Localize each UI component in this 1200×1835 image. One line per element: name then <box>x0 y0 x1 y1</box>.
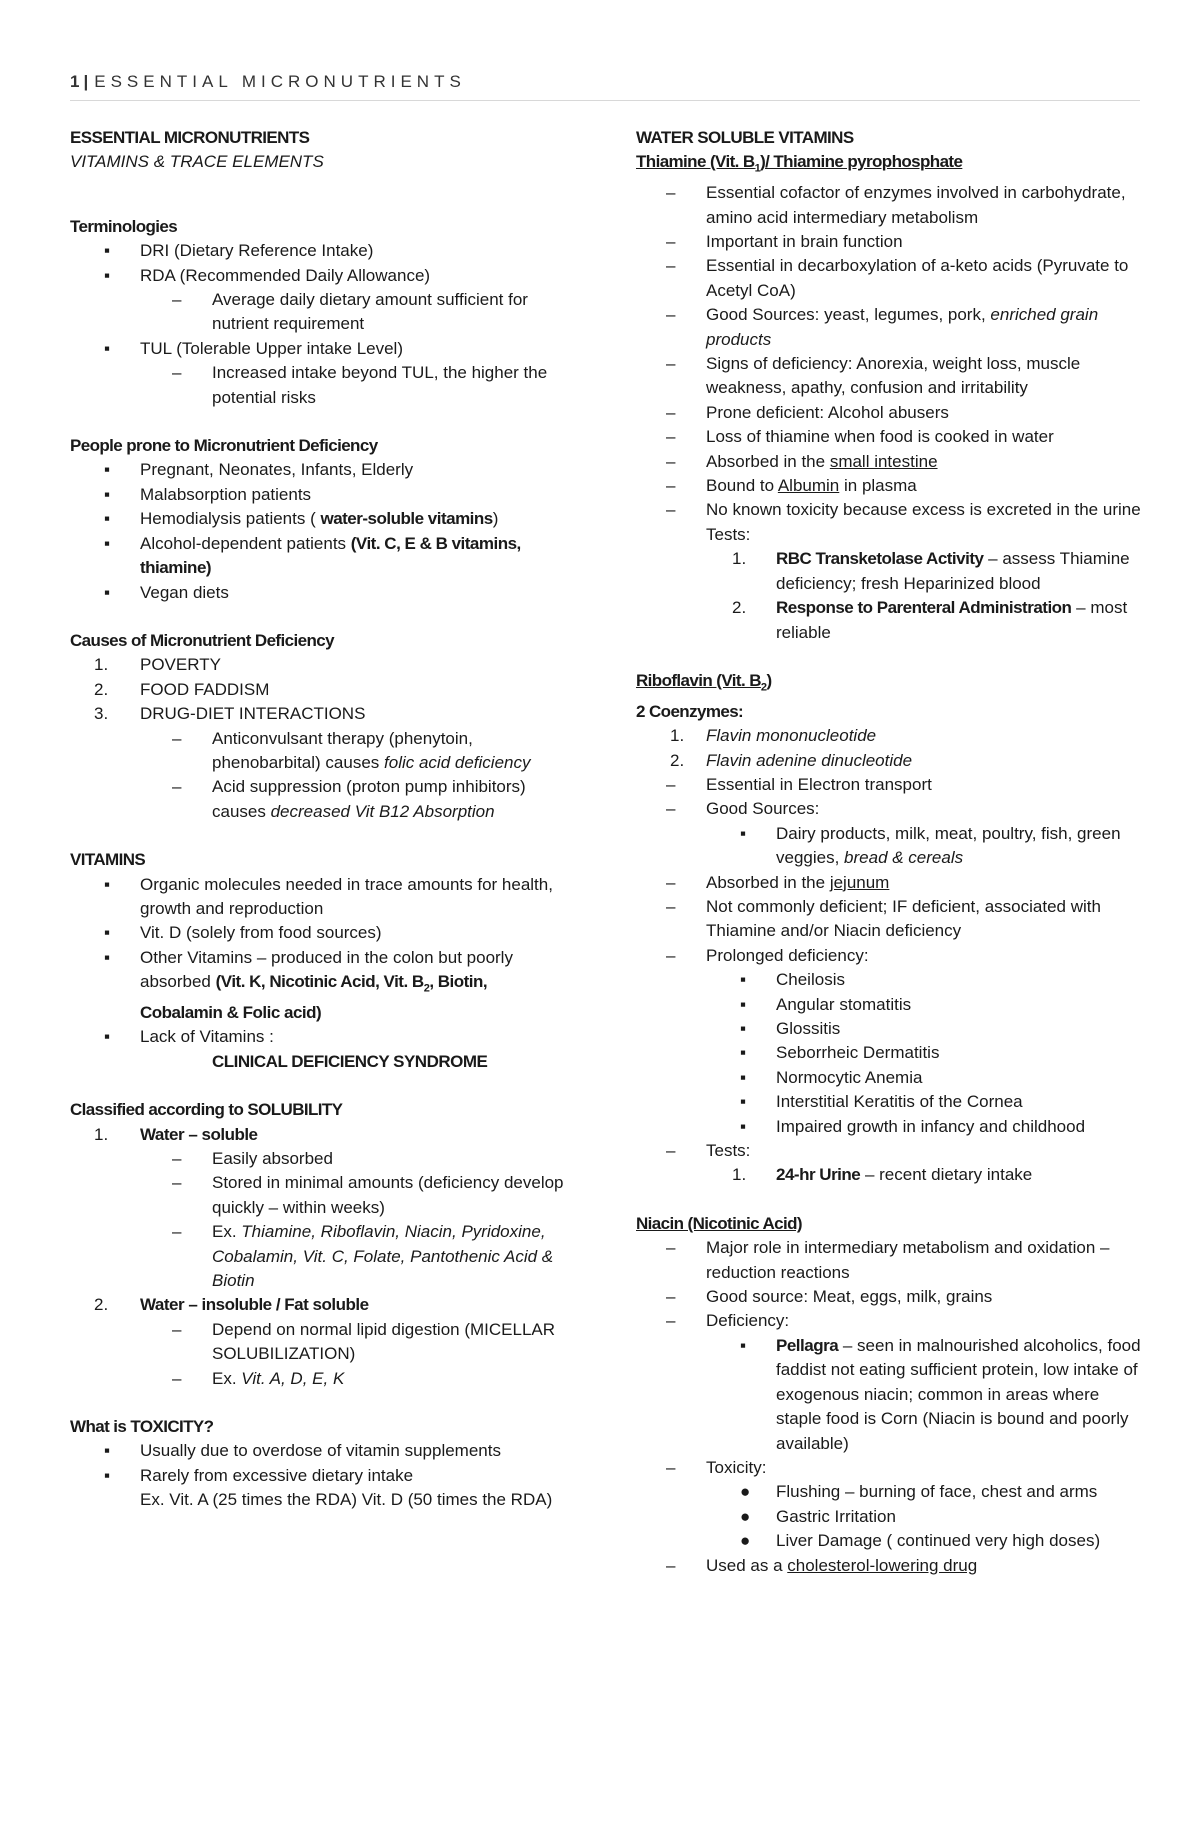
thiamine-heading: Thiamine (Vit. $B_1)/$ Thiamine pyrophosphate <box>636 152 963 175</box>
list-item: – Deficiency: <box>666 1311 790 1331</box>
list-item: – Good source: Meat, eggs, milk, grains <box>666 1287 993 1307</box>
list-item: – Ex. Thiamine, Riboflavin, Niacin, Pyridoxine, Cobalamin, Vit. C, Folate, Pantothenic Acid & Biotin <box>172 1222 554 1291</box>
list-item: ▪ Vegan diets <box>104 582 229 602</box>
list-item: – Increased intake beyond TUL, the higher the potential risks <box>172 363 548 407</box>
list-item: – Used as a cholesterol-lowering drug <box>666 1555 978 1575</box>
list-item: ▪ Normocytic Anemia <box>740 1067 923 1087</box>
list-item: ▪ Cheilosis <box>740 970 845 990</box>
list-item: – Average daily dietary amount sufficient for nutrient requirement <box>172 290 528 334</box>
water-soluble-title: WATER SOLUBLE VITAMINS <box>636 128 854 147</box>
list-item: – Not commonly deficient; IF deficient, associated with Thiamine and/or Niacin deficiency <box>666 896 1101 941</box>
list-item: – Anticonvulsant therapy (phenytoin, phenobarbital) causes folic acid deficiency <box>172 728 531 772</box>
list-item: – Toxicity: <box>666 1457 767 1477</box>
list-item: – Signs of deficiency: Anorexia, weight loss, muscle weakness, apathy, confusion and irritability <box>666 354 1081 398</box>
list-item: ▪ Glossitis <box>740 1019 841 1038</box>
page-header <box>70 72 1140 101</box>
list-item: 2. Response to Parenteral Administration – most reliable <box>732 598 1128 642</box>
list-item: – Loss of thiamine when food is cooked in water <box>666 427 1054 447</box>
list-item: ● Gastric Irritation <box>740 1506 896 1526</box>
list-item: ▪ Malabsorption patients <box>104 484 312 504</box>
list-item: – Ex. Vit. A, D, E, K <box>172 1368 345 1388</box>
list-item: – Tests: <box>666 1141 751 1161</box>
clinical-deficiency-syndrome: CLINICAL DEFICIENCY SYNDROME <box>212 1051 488 1071</box>
left-column <box>70 126 570 1513</box>
coenzymes-heading: 2 Coenzymes: <box>636 701 744 721</box>
solubility-heading: Classified according to SOLUBILITY <box>70 1100 343 1120</box>
causes-heading: Causes of Micronutrient Deficiency <box>70 630 334 650</box>
list-item: – Depend on normal lipid digestion (MICELLAR SOLUBILIZATION) <box>172 1319 556 1364</box>
list-item: – Stored in minimal amounts (deficiency develop quickly – within weeks) <box>172 1173 564 1217</box>
list-item: ▪ Pregnant, Neonates, Infants, Elderly <box>104 460 414 480</box>
list-item: ▪ DRI (Dietary Reference Intake) <box>104 241 374 261</box>
list-item: ▪ Pellagra – seen in malnourished alcoholics, food faddist not eating sufficient protein, low intake of exogenous niacin; common in areas where staple food is Corn (Niacin is bound and poorly available) <box>740 1335 1141 1453</box>
list-item: – No known toxicity because excess is excreted in the urine Tests: <box>666 500 1141 544</box>
document-subtitle: VITAMINS & TRACE ELEMENTS <box>70 152 324 172</box>
list-item: – Easily absorbed <box>172 1149 333 1169</box>
list-item: 3. DRUG-DIET INTERACTIONS <box>94 704 366 724</box>
prone-heading: People prone to Micronutrient Deficiency <box>70 436 378 456</box>
list-item: ● Liver Damage ( continued very high doses) <box>740 1531 1101 1551</box>
terminologies-heading: Terminologies <box>70 216 178 236</box>
list-item: – Prone deficient: Alcohol abusers <box>666 402 949 422</box>
riboflavin-heading: Riboflavin (Vit. $B_2$) <box>636 670 772 694</box>
list-item: – Important in brain function <box>666 232 903 252</box>
page-number: 1 <box>70 72 80 91</box>
list-item: ▪ Hemodialysis patients ( water-soluble vitamins) <box>104 509 499 529</box>
list-item: ▪ Lack of Vitamins : <box>104 1027 274 1047</box>
list-item: ▪ Seborrheic Dermatitis <box>740 1043 940 1063</box>
list-item: – Bound to Albumin in plasma <box>666 476 917 496</box>
header-separator: | <box>83 72 89 91</box>
list-item: ▪ Impaired growth in infancy and childhood <box>740 1116 1086 1136</box>
list-item: ▪ Other Vitamins – produced in the colon but poorly absorbed (Vit. K, Nicotinic Acid, Vit. $B_2$, Biotin, Cobalamin & Folic acid) <box>104 947 513 1022</box>
list-item: 1. Water – soluble <box>94 1124 258 1144</box>
toxicity-example: Ex. Vit. A (25 times the RDA) Vit. D (50 times the RDA) <box>140 1490 553 1510</box>
list-item: 2. FOOD FADDISM <box>94 679 270 699</box>
list-item: – Good Sources: <box>666 799 820 819</box>
list-item: ▪ Rarely from excessive dietary intake <box>104 1465 414 1485</box>
list-item: – Prolonged deficiency: <box>666 945 869 965</box>
list-item: – Essential in decarboxylation of a-keto acids (Pyruvate to Acetyl CoA) <box>666 256 1129 300</box>
toxicity-heading: What is TOXICITY? <box>70 1417 214 1437</box>
list-item: – Essential cofactor of enzymes involved in carbohydrate, amino acid intermediary metabolism <box>666 183 1126 227</box>
list-item: ● Flushing – burning of face, chest and arms <box>740 1482 1098 1502</box>
right-column <box>636 126 1146 1578</box>
list-item: – Essential in Electron transport <box>666 774 932 794</box>
list-item: 1. RBC Transketolase Activity – assess Thiamine deficiency; fresh Heparinized blood <box>732 549 1130 593</box>
list-item: ▪ Alcohol-dependent patients (Vit. C, E & B vitamins, thiamine) <box>104 533 521 578</box>
list-item: 1. 24-hr Urine – recent dietary intake <box>732 1165 1033 1185</box>
list-item: ▪ Organic molecules needed in trace amounts for health, growth and reproduction <box>104 874 553 918</box>
list-item: ▪ RDA (Recommended Daily Allowance) <box>104 265 431 285</box>
list-item: 2. Water – insoluble / Fat soluble <box>94 1295 369 1315</box>
list-item: ▪ TUL (Tolerable Upper intake Level) <box>104 338 403 358</box>
niacin-heading: Niacin (Nicotinic Acid) <box>636 1213 802 1233</box>
list-item: 2. Flavin adenine dinucleotide <box>670 750 913 770</box>
list-item: – Major role in intermediary metabolism and oxidation – reduction reactions <box>666 1238 1110 1282</box>
document-title: ESSENTIAL MICRONUTRIENTS <box>70 128 310 147</box>
header-title: ESSENTIAL MICRONUTRIENTS <box>94 72 466 91</box>
list-item: ▪ Interstitial Keratitis of the Cornea <box>740 1092 1023 1112</box>
list-item: ▪ Usually due to overdose of vitamin supplements <box>104 1441 501 1461</box>
list-item: – Absorbed in the jejunum <box>666 872 890 892</box>
list-item: – Good Sources: yeast, legumes, pork, enriched grain products <box>666 305 1099 349</box>
list-item: – Acid suppression (proton pump inhibitors) causes decreased Vit B12 Absorption <box>172 777 526 821</box>
vitamins-heading: VITAMINS <box>70 850 146 870</box>
list-item: ▪ Angular stomatitis <box>740 994 912 1014</box>
list-item: ▪ Dairy products, milk, meat, poultry, fish, green veggies, bread & cereals <box>740 823 1121 868</box>
list-item: – Absorbed in the small intestine <box>666 451 938 471</box>
list-item: 1. Flavin mononucleotide <box>670 726 877 746</box>
list-item: ▪ Vit. D (solely from food sources) <box>104 923 382 943</box>
list-item: 1. POVERTY <box>94 655 221 675</box>
